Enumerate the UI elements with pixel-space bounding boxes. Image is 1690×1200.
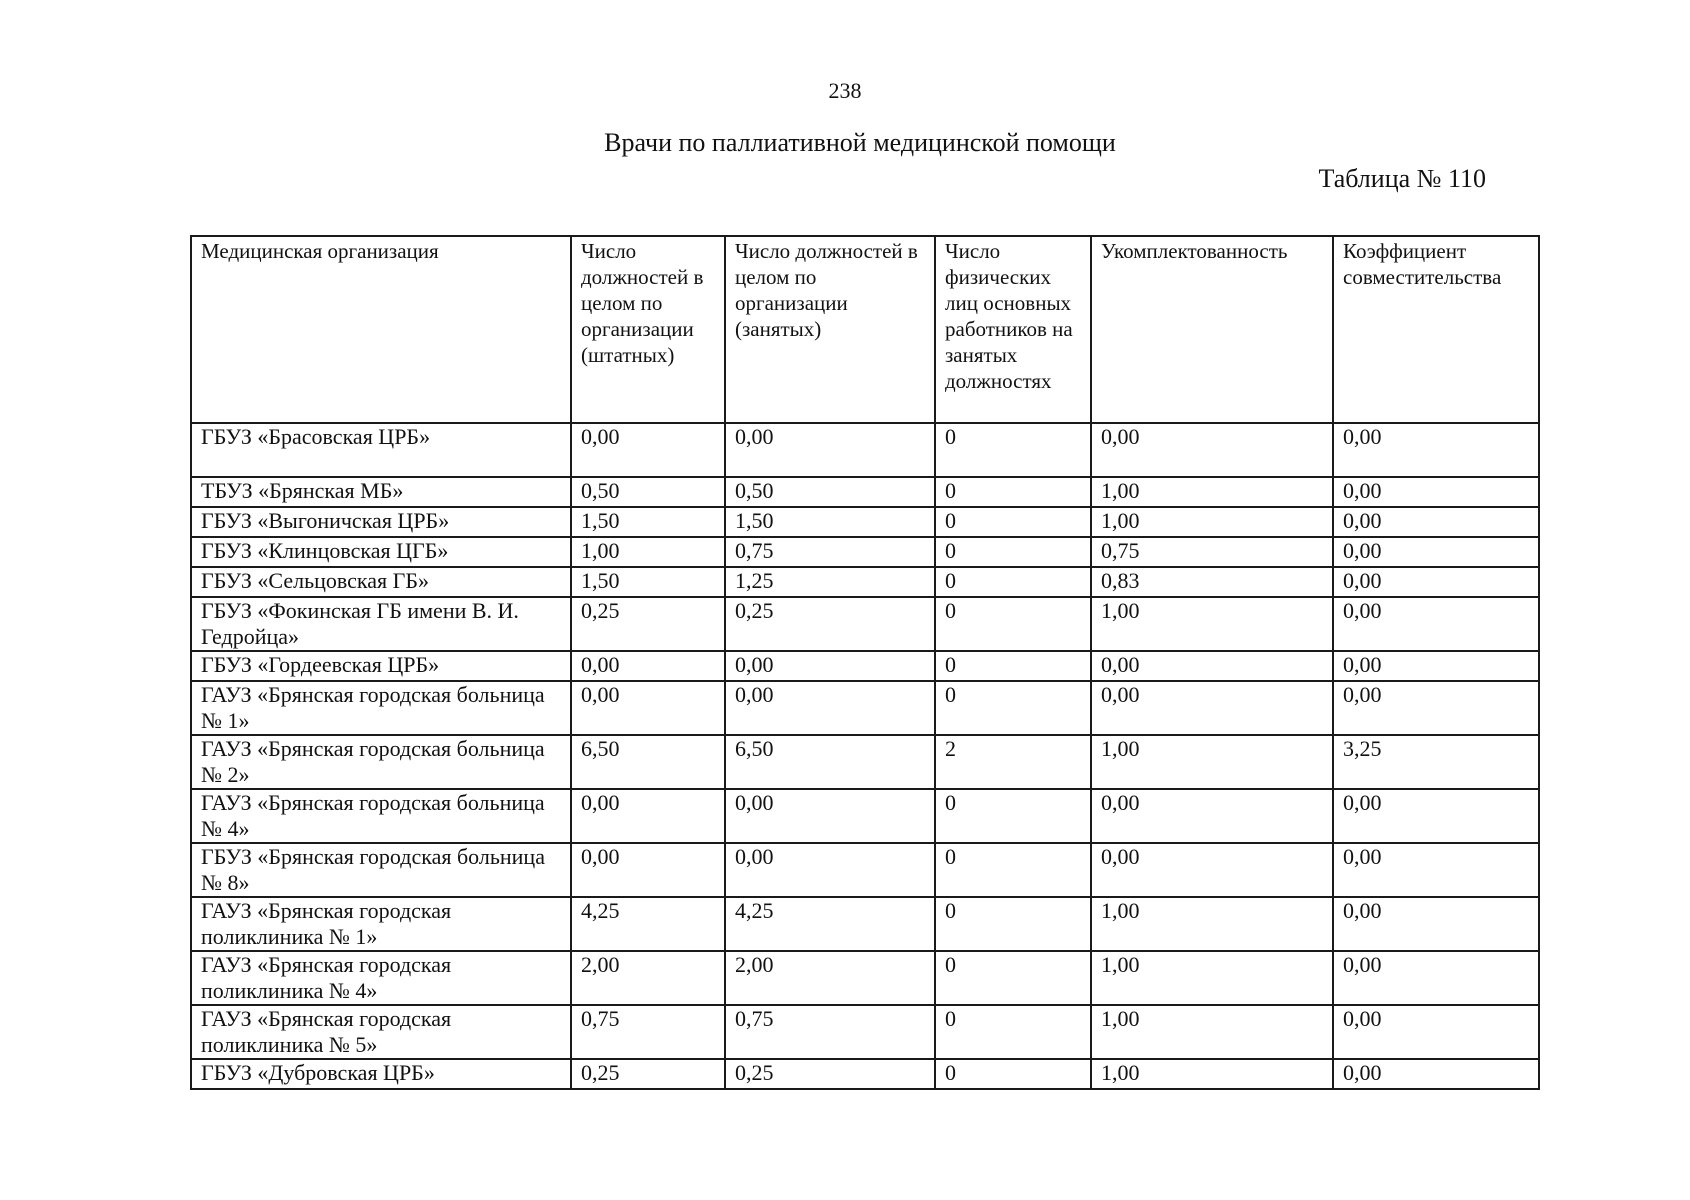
table-row [191,843,1539,897]
table-row [191,1005,1539,1059]
positions-occupied-cell: 0,25 [725,597,935,651]
table-row [191,537,1539,567]
combination-ratio-cell: 0,00 [1333,789,1539,843]
combination-ratio-cell: 0,00 [1333,681,1539,735]
organization-cell: ГБУЗ «Фокинская ГБ имени В. И. Гедройца» [191,597,571,651]
combination-ratio-cell: 0,00 [1333,951,1539,1005]
organization-cell: ГБУЗ «Брянская городская больница № 8» [191,843,571,897]
combination-ratio-cell: 0,00 [1333,597,1539,651]
physical-persons-cell: 0 [935,537,1091,567]
organization-cell: ГБУЗ «Выгоничская ЦРБ» [191,507,571,537]
table-row [191,1059,1539,1089]
combination-ratio-cell: 0,00 [1333,507,1539,537]
combination-ratio-cell: 0,00 [1333,1005,1539,1059]
physical-persons-cell: 0 [935,597,1091,651]
column-header-staffing-level: Укомплектованность [1091,236,1333,423]
staffing-level-cell: 0,75 [1091,537,1333,567]
table-body [191,423,1539,1089]
column-header-physical-persons: Число физических лиц основных работников на занятых должностях [935,236,1091,423]
combination-ratio-cell: 0,00 [1333,537,1539,567]
positions-occupied-cell: 0,00 [725,789,935,843]
physical-persons-cell: 2 [935,735,1091,789]
table-row [191,567,1539,597]
table-row [191,681,1539,735]
staffing-level-cell: 1,00 [1091,477,1333,507]
positions-staff-cell: 0,25 [571,597,725,651]
positions-occupied-cell: 0,25 [725,1059,935,1089]
positions-occupied-cell: 0,00 [725,651,935,681]
organization-cell: ГАУЗ «Брянская городская поликлиника № 4» [191,951,571,1005]
organization-cell: ГАУЗ «Брянская городская больница № 4» [191,789,571,843]
positions-staff-cell: 1,50 [571,507,725,537]
physical-persons-cell: 0 [935,651,1091,681]
physical-persons-cell: 0 [935,789,1091,843]
column-header-positions-occupied: Число должностей в целом по организации (занятых) [725,236,935,423]
positions-staff-cell: 6,50 [571,735,725,789]
staffing-table [190,235,1540,1090]
organization-cell: ГБУЗ «Сельцовская ГБ» [191,567,571,597]
table-row [191,951,1539,1005]
table-row [191,423,1539,477]
positions-occupied-cell: 0,75 [725,1005,935,1059]
physical-persons-cell: 0 [935,477,1091,507]
table-header-row [191,236,1539,423]
staffing-level-cell: 0,00 [1091,681,1333,735]
organization-cell: ГАУЗ «Брянская городская поликлиника № 5» [191,1005,571,1059]
physical-persons-cell: 0 [935,843,1091,897]
physical-persons-cell: 0 [935,951,1091,1005]
positions-occupied-cell: 0,00 [725,843,935,897]
positions-staff-cell: 0,50 [571,477,725,507]
positions-staff-cell: 0,00 [571,651,725,681]
combination-ratio-cell: 0,00 [1333,651,1539,681]
physical-persons-cell: 0 [935,1059,1091,1089]
positions-occupied-cell: 1,50 [725,507,935,537]
staffing-level-cell: 1,00 [1091,951,1333,1005]
combination-ratio-cell: 0,00 [1333,423,1539,477]
physical-persons-cell: 0 [935,507,1091,537]
physical-persons-cell: 0 [935,423,1091,477]
positions-staff-cell: 0,75 [571,1005,725,1059]
positions-staff-cell: 2,00 [571,951,725,1005]
positions-staff-cell: 0,00 [571,789,725,843]
table-row [191,735,1539,789]
positions-occupied-cell: 0,00 [725,423,935,477]
table-number: Таблица № 110 [1318,164,1486,193]
staffing-level-cell: 0,00 [1091,789,1333,843]
staffing-level-cell: 0,00 [1091,651,1333,681]
combination-ratio-cell: 0,00 [1333,897,1539,951]
table-row [191,897,1539,951]
organization-cell: ГАУЗ «Брянская городская поликлиника № 1» [191,897,571,951]
positions-occupied-cell: 0,50 [725,477,935,507]
table-row [191,789,1539,843]
staffing-level-cell: 1,00 [1091,1005,1333,1059]
staffing-level-cell: 1,00 [1091,597,1333,651]
combination-ratio-cell: 0,00 [1333,567,1539,597]
document-title: Врачи по паллиативной медицинской помощи [604,128,1116,157]
physical-persons-cell: 0 [935,567,1091,597]
column-header-organization: Медицинская организация [191,236,571,423]
physical-persons-cell: 0 [935,1005,1091,1059]
positions-staff-cell: 4,25 [571,897,725,951]
column-header-positions-staff: Число должностей в целом по организации (штатных) [571,236,725,423]
table-row [191,597,1539,651]
physical-persons-cell: 0 [935,897,1091,951]
organization-cell: ГАУЗ «Брянская городская больница № 1» [191,681,571,735]
positions-staff-cell: 1,50 [571,567,725,597]
staffing-level-cell: 1,00 [1091,897,1333,951]
positions-staff-cell: 0,00 [571,423,725,477]
physical-persons-cell: 0 [935,681,1091,735]
positions-staff-cell: 0,25 [571,1059,725,1089]
organization-cell: ГАУЗ «Брянская городская больница № 2» [191,735,571,789]
table-row [191,651,1539,681]
organization-cell: ГБУЗ «Гордеевская ЦРБ» [191,651,571,681]
organization-cell: ГБУЗ «Брасовская ЦРБ» [191,423,571,477]
page-number: 238 [828,78,862,103]
staffing-level-cell: 1,00 [1091,735,1333,789]
table-row [191,477,1539,507]
staffing-level-cell: 0,83 [1091,567,1333,597]
positions-occupied-cell: 0,75 [725,537,935,567]
table-row [191,507,1539,537]
positions-occupied-cell: 1,25 [725,567,935,597]
staffing-level-cell: 1,00 [1091,507,1333,537]
combination-ratio-cell: 0,00 [1333,1059,1539,1089]
positions-occupied-cell: 6,50 [725,735,935,789]
organization-cell: ГБУЗ «Дубровская ЦРБ» [191,1059,571,1089]
organization-cell: ГБУЗ «Клинцовская ЦГБ» [191,537,571,567]
positions-staff-cell: 1,00 [571,537,725,567]
positions-occupied-cell: 0,00 [725,681,935,735]
organization-cell: ТБУЗ «Брянская МБ» [191,477,571,507]
column-header-combination-ratio: Коэффициент совместительства [1333,236,1539,423]
positions-occupied-cell: 2,00 [725,951,935,1005]
staffing-level-cell: 1,00 [1091,1059,1333,1089]
staffing-level-cell: 0,00 [1091,423,1333,477]
positions-occupied-cell: 4,25 [725,897,935,951]
positions-staff-cell: 0,00 [571,843,725,897]
combination-ratio-cell: 0,00 [1333,477,1539,507]
combination-ratio-cell: 0,00 [1333,843,1539,897]
staffing-level-cell: 0,00 [1091,843,1333,897]
combination-ratio-cell: 3,25 [1333,735,1539,789]
positions-staff-cell: 0,00 [571,681,725,735]
